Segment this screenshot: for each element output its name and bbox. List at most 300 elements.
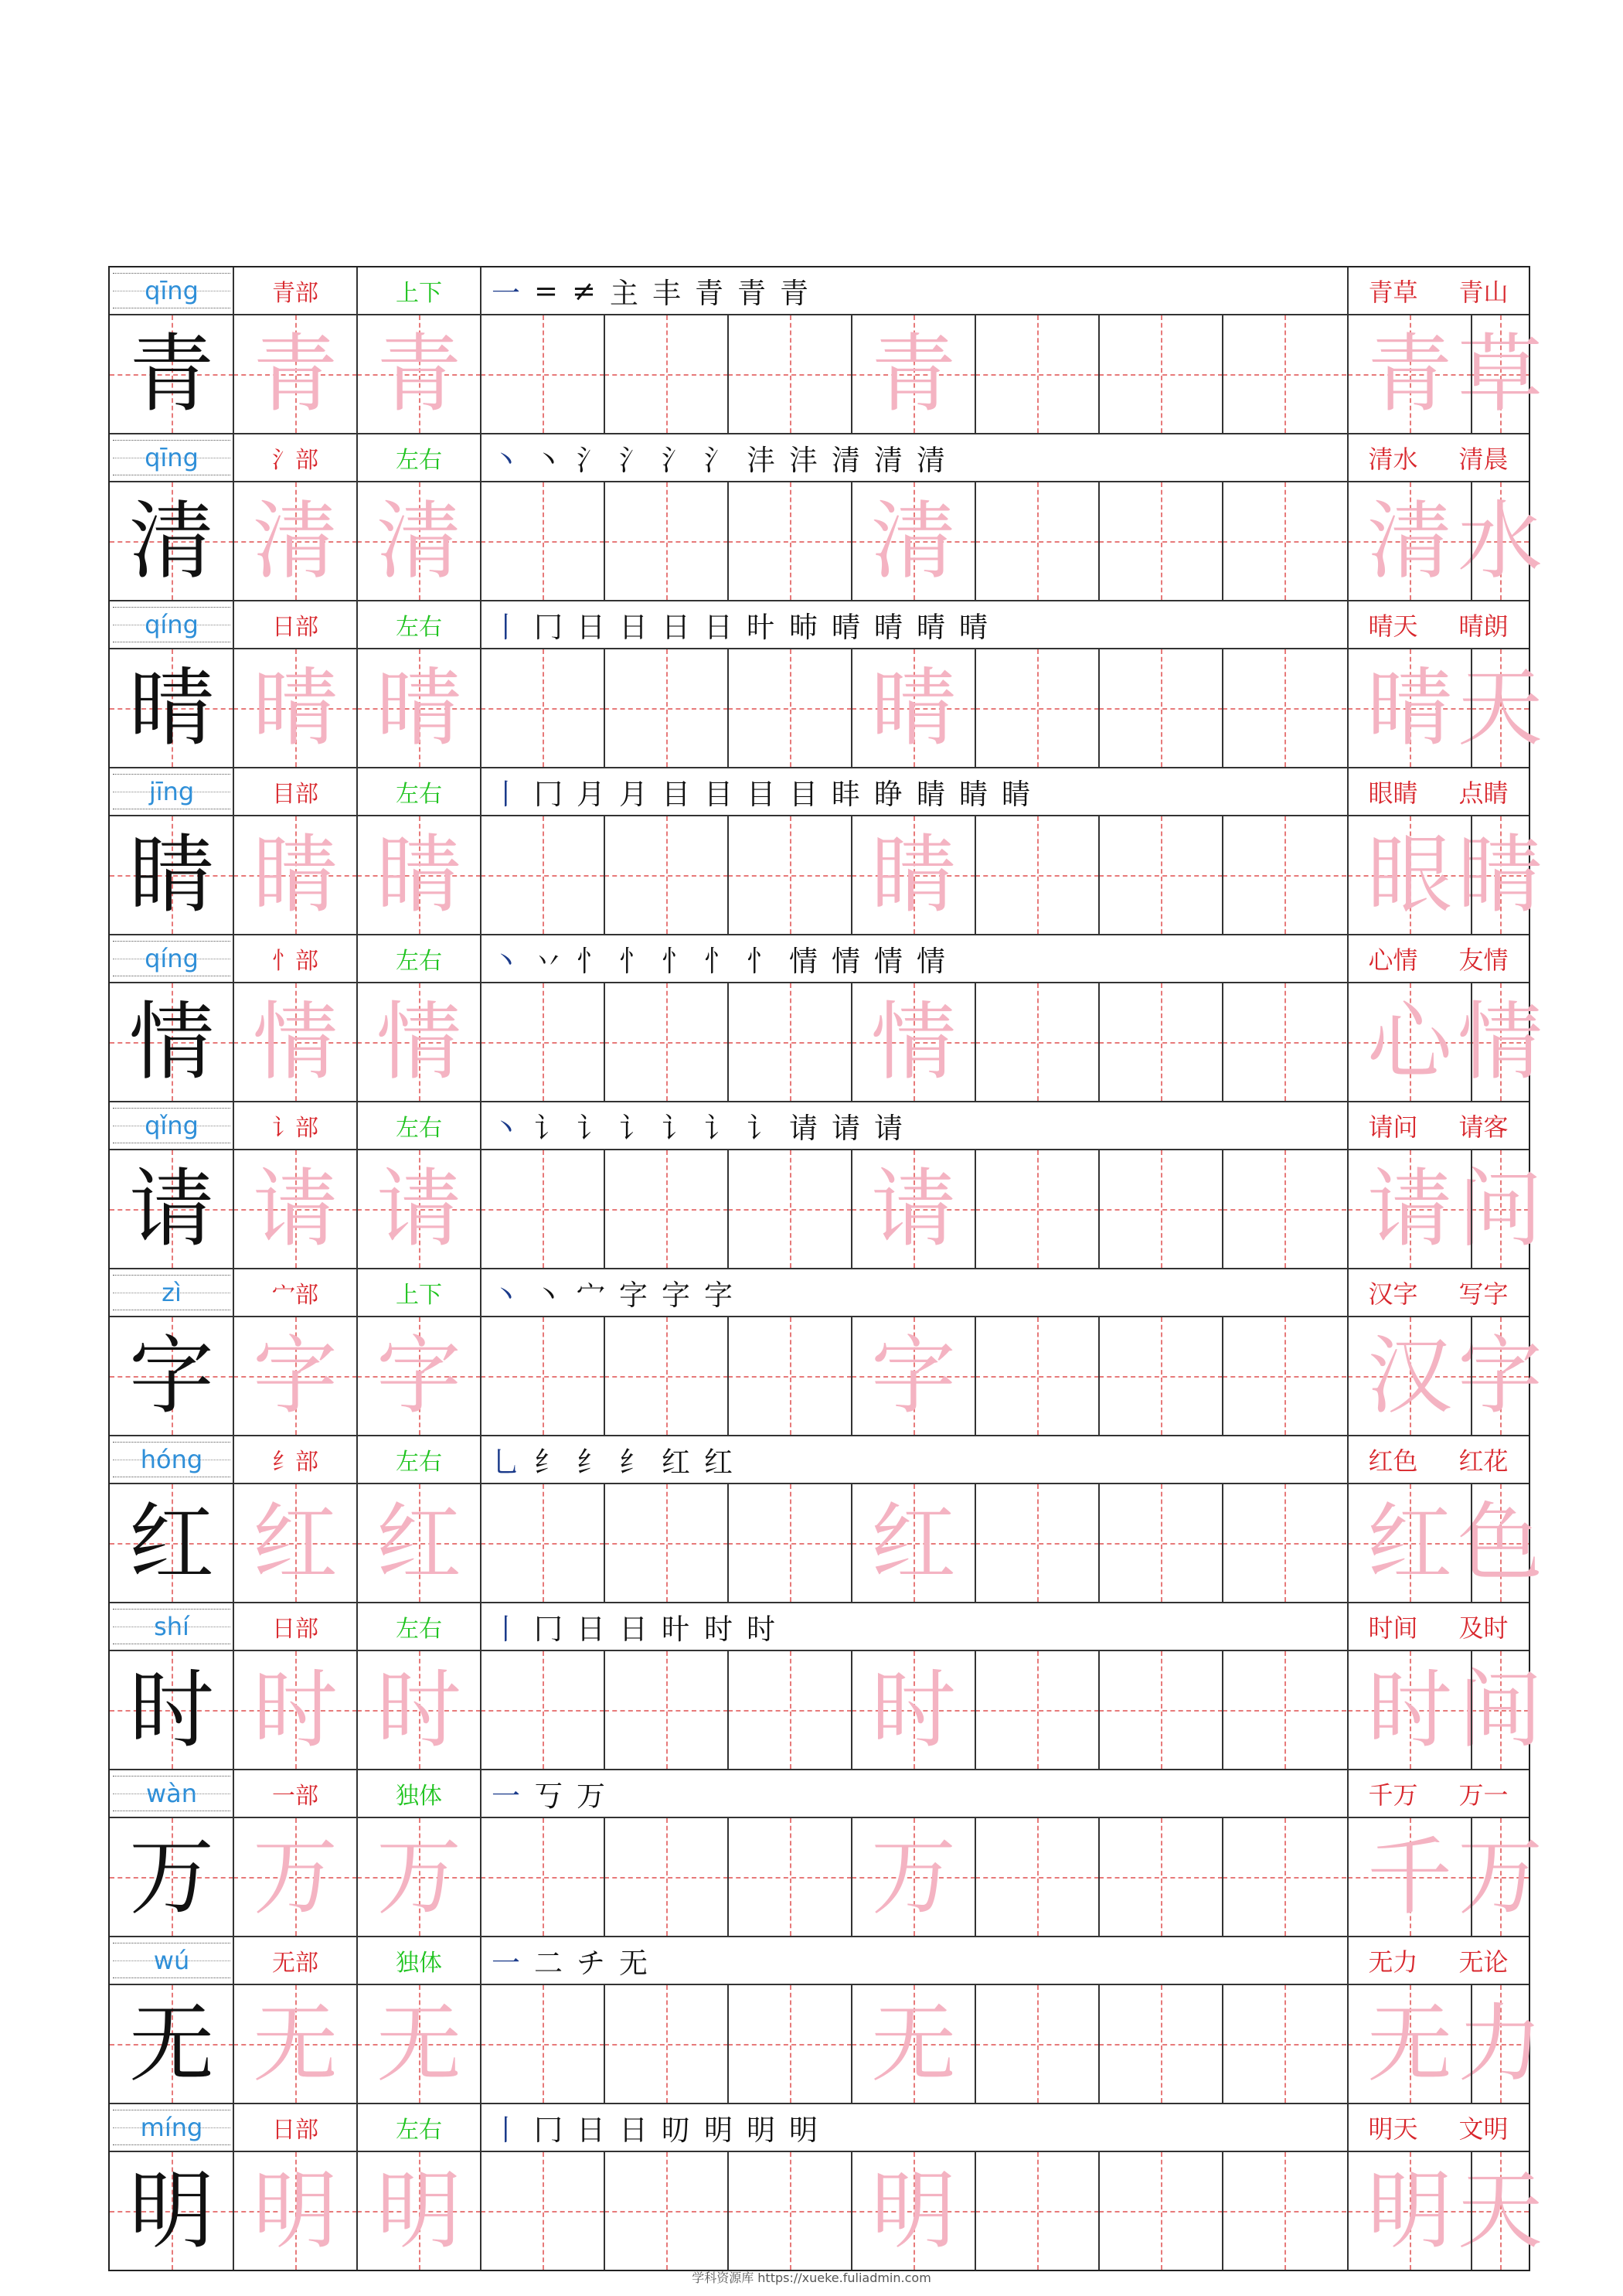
- column-divider: [1347, 1603, 1349, 1650]
- box-divider: [1098, 1150, 1100, 1268]
- writing-box[interactable]: [1223, 315, 1346, 433]
- model-character: 无: [129, 1995, 214, 2093]
- box-divider: [1347, 315, 1349, 433]
- stroke-step: 一: [492, 277, 520, 310]
- writing-box[interactable]: [1099, 1150, 1223, 1268]
- writing-box[interactable]: [604, 983, 728, 1101]
- writing-box[interactable]: [728, 1150, 852, 1268]
- writing-box[interactable]: [728, 1818, 852, 1936]
- dashed-guide-horizontal: [1223, 1209, 1346, 1211]
- trace-word-character: 明: [1367, 2161, 1452, 2260]
- radical-cell: 日部: [272, 2117, 318, 2144]
- column-divider: [1347, 935, 1349, 982]
- writing-box[interactable]: [975, 2152, 1099, 2270]
- dashed-guide-horizontal: [1223, 875, 1346, 877]
- trace-word-character: 千: [1367, 1828, 1452, 1926]
- example-word: 千万: [1368, 1780, 1418, 1810]
- box-divider: [233, 1651, 234, 1769]
- box-divider: [356, 1484, 358, 1602]
- writing-box[interactable]: [728, 1317, 852, 1435]
- stroke-step: 旪: [747, 611, 775, 644]
- writing-box[interactable]: [1099, 1317, 1223, 1435]
- trace-box: [357, 1985, 481, 2103]
- pinyin-cell: [110, 2104, 233, 2151]
- stroke-order-cell: [481, 1770, 1348, 1817]
- stroke-step: 时: [704, 1613, 733, 1646]
- dashed-guide-horizontal: [975, 708, 1099, 710]
- writing-box[interactable]: [1223, 1317, 1346, 1435]
- writing-box[interactable]: [1223, 649, 1346, 767]
- stroke-step: 晴: [874, 611, 903, 644]
- writing-box[interactable]: [481, 1484, 604, 1602]
- pinyin-text: wàn: [145, 1779, 198, 1808]
- writing-box[interactable]: [604, 2152, 728, 2270]
- box-divider: [727, 1484, 729, 1602]
- info-row: [110, 1269, 1529, 1317]
- radical-cell: 纟部: [272, 1449, 318, 1476]
- stroke-step: 讠: [662, 1112, 690, 1145]
- writing-box[interactable]: [728, 1484, 852, 1602]
- stroke-step: 青: [737, 277, 767, 310]
- writing-box[interactable]: [604, 1484, 728, 1602]
- stroke-order-cell: [481, 1102, 1348, 1149]
- box-divider: [975, 649, 976, 767]
- stroke-step: 月: [577, 778, 605, 811]
- stroke-step: 冂: [534, 778, 563, 811]
- dashed-guide-horizontal: [728, 1543, 852, 1545]
- example-words-cell: [1348, 1937, 1529, 1984]
- column-divider: [1347, 267, 1349, 314]
- stroke-order-cell: [481, 1436, 1348, 1483]
- box-divider: [233, 482, 234, 600]
- model-char-box: [110, 649, 233, 767]
- stroke-step: 忄: [662, 945, 690, 978]
- stroke-order-cell: [481, 1937, 1348, 1984]
- box-divider: [727, 482, 729, 600]
- writing-box[interactable]: [975, 816, 1099, 934]
- stroke-step: 冂: [534, 2114, 563, 2147]
- practice-row: [110, 482, 1543, 601]
- trace-box: [1348, 1985, 1472, 2103]
- writing-box[interactable]: [481, 482, 604, 600]
- trace-box: [1458, 1317, 1543, 1435]
- dashed-guide-horizontal: [604, 1376, 728, 1378]
- stroke-step: 丶: [492, 945, 520, 978]
- structure-cell: 左右: [396, 614, 442, 641]
- dashed-guide-horizontal: [481, 875, 604, 877]
- stroke-step: 讠: [704, 1112, 733, 1145]
- trace-box: [357, 1150, 481, 1268]
- info-row: [110, 2104, 1529, 2152]
- trace-word-character: 情: [1458, 993, 1543, 1092]
- structure-cell: 左右: [396, 1115, 442, 1142]
- trace-box: [357, 2152, 481, 2270]
- trace-box: [1348, 983, 1472, 1101]
- writing-box[interactable]: [604, 816, 728, 934]
- pinyin-cell: [110, 1603, 233, 1650]
- model-character: 青: [129, 325, 214, 424]
- dashed-guide-horizontal: [1223, 1877, 1346, 1879]
- dashed-guide-horizontal: [728, 1877, 852, 1879]
- box-divider: [604, 1985, 605, 2103]
- dashed-guide-horizontal: [1099, 2211, 1223, 2213]
- trace-box: [852, 649, 975, 767]
- box-divider: [727, 983, 729, 1101]
- writing-box[interactable]: [728, 315, 852, 433]
- writing-box[interactable]: [975, 649, 1099, 767]
- char-entry: [110, 935, 1543, 1102]
- dashed-guide-horizontal: [728, 374, 852, 376]
- trace-box: [357, 1317, 481, 1435]
- info-row: [110, 1436, 1529, 1484]
- trace-box: [233, 1985, 357, 2103]
- box-divider: [1347, 482, 1349, 600]
- stroke-step: 丰: [652, 277, 682, 310]
- dashed-guide-horizontal: [728, 1042, 852, 1044]
- writing-box[interactable]: [728, 482, 852, 600]
- trace-character: 情: [871, 993, 956, 1092]
- box-divider: [604, 649, 605, 767]
- pinyin-text: hóng: [140, 1445, 203, 1474]
- box-divider: [727, 1651, 729, 1769]
- example-words-cell: [1348, 1269, 1529, 1316]
- column-divider: [480, 1603, 481, 1650]
- char-entry: [110, 267, 1543, 434]
- stroke-step: 氵: [704, 444, 733, 477]
- box-divider: [1471, 1985, 1472, 2103]
- writing-box[interactable]: [728, 1651, 852, 1769]
- stroke-step: 情: [789, 945, 818, 978]
- box-divider: [975, 816, 976, 934]
- example-word: 红花: [1458, 1446, 1509, 1476]
- box-divider: [1347, 1484, 1349, 1602]
- box-divider: [1347, 1651, 1349, 1769]
- writing-box[interactable]: [1223, 2152, 1346, 2270]
- trace-character: 字: [871, 1327, 956, 1426]
- example-word: 时间: [1368, 1613, 1418, 1643]
- writing-box[interactable]: [481, 1651, 604, 1769]
- writing-box[interactable]: [728, 983, 852, 1101]
- box-divider: [1098, 983, 1100, 1101]
- writing-box[interactable]: [1099, 816, 1223, 934]
- box-divider: [727, 1985, 729, 2103]
- dashed-guide-horizontal: [604, 2044, 728, 2046]
- column-divider: [233, 1269, 234, 1316]
- trace-word-character: 红: [1367, 1494, 1452, 1593]
- box-divider: [851, 649, 852, 767]
- column-divider: [233, 2104, 234, 2151]
- box-divider: [1471, 482, 1472, 600]
- writing-box[interactable]: [1223, 1651, 1346, 1769]
- box-divider: [604, 315, 605, 433]
- box-divider: [480, 1985, 481, 2103]
- trace-word-character: 问: [1458, 1160, 1543, 1259]
- structure-cell: 上下: [396, 280, 442, 307]
- trace-word-character: 青: [1367, 325, 1452, 424]
- practice-row: [110, 983, 1543, 1102]
- model-char-box: [110, 1985, 233, 2103]
- writing-box[interactable]: [975, 1317, 1099, 1435]
- trace-word-character: 无: [1367, 1995, 1452, 2093]
- writing-box[interactable]: [1099, 482, 1223, 600]
- dashed-guide-horizontal: [481, 1877, 604, 1879]
- writing-box[interactable]: [1223, 1818, 1346, 1936]
- stroke-step: 目: [662, 778, 690, 811]
- writing-box[interactable]: [481, 315, 604, 433]
- trace-word-character: 清: [1367, 492, 1452, 591]
- radical-cell: 目部: [272, 781, 318, 808]
- trace-character: 晴: [253, 659, 338, 758]
- info-row: [110, 1102, 1529, 1150]
- box-divider: [1098, 482, 1100, 600]
- trace-box: [233, 1651, 357, 1769]
- box-divider: [1347, 2152, 1349, 2270]
- stroke-step: 明: [704, 2114, 733, 2147]
- writing-box[interactable]: [604, 1818, 728, 1936]
- writing-box[interactable]: [1223, 1484, 1346, 1602]
- writing-box[interactable]: [604, 1985, 728, 2103]
- dashed-guide-horizontal: [1099, 1209, 1223, 1211]
- trace-box: [1348, 1150, 1472, 1268]
- box-divider: [480, 649, 481, 767]
- stroke-step: 万: [577, 1780, 605, 1813]
- writing-box[interactable]: [481, 1818, 604, 1936]
- trace-word-character: 力: [1458, 1995, 1543, 2093]
- column-divider: [233, 267, 234, 314]
- trace-character: 时: [871, 1661, 956, 1759]
- box-divider: [975, 983, 976, 1101]
- dashed-guide-horizontal: [481, 1209, 604, 1211]
- box-divider: [233, 1150, 234, 1268]
- box-divider: [1347, 816, 1349, 934]
- trace-box: [1348, 1317, 1472, 1435]
- writing-box[interactable]: [1099, 1484, 1223, 1602]
- example-words-cell: [1348, 1436, 1529, 1483]
- char-entry: [110, 2104, 1543, 2270]
- practice-row: [110, 1484, 1543, 1603]
- writing-box[interactable]: [1099, 2152, 1223, 2270]
- example-word: 清晨: [1458, 445, 1509, 474]
- trace-box: [1458, 649, 1543, 767]
- writing-box[interactable]: [1223, 1150, 1346, 1268]
- dashed-guide-horizontal: [975, 2211, 1099, 2213]
- stroke-step: 旪: [662, 1613, 690, 1646]
- writing-box[interactable]: [481, 1150, 604, 1268]
- column-divider: [480, 2104, 481, 2151]
- writing-box[interactable]: [1099, 1651, 1223, 1769]
- box-divider: [1347, 1985, 1349, 2103]
- trace-box: [357, 983, 481, 1101]
- writing-box[interactable]: [1099, 983, 1223, 1101]
- trace-box: [357, 482, 481, 600]
- writing-box[interactable]: [975, 482, 1099, 600]
- radical-cell: 忄部: [272, 948, 318, 975]
- writing-box[interactable]: [481, 649, 604, 767]
- writing-box[interactable]: [728, 1985, 852, 2103]
- writing-box[interactable]: [1223, 482, 1346, 600]
- pinyin-cell: [110, 434, 233, 481]
- stroke-step: 宀: [577, 1279, 605, 1312]
- box-divider: [1347, 1150, 1349, 1268]
- box-divider: [356, 649, 358, 767]
- model-char-box: [110, 1150, 233, 1268]
- dashed-guide-horizontal: [604, 1042, 728, 1044]
- example-word: 及时: [1458, 1613, 1509, 1643]
- trace-box: [852, 1818, 975, 1936]
- stroke-step: 丶: [492, 1279, 520, 1312]
- writing-box[interactable]: [481, 1317, 604, 1435]
- box-divider: [1222, 1484, 1223, 1602]
- writing-box[interactable]: [481, 1985, 604, 2103]
- box-divider: [851, 816, 852, 934]
- writing-box[interactable]: [604, 1651, 728, 1769]
- writing-box[interactable]: [481, 816, 604, 934]
- box-divider: [727, 1150, 729, 1268]
- trace-character: 睛: [253, 826, 338, 925]
- model-character: 万: [129, 1828, 214, 1926]
- box-divider: [356, 1150, 358, 1268]
- writing-box[interactable]: [975, 983, 1099, 1101]
- stroke-step: 丨: [492, 778, 520, 811]
- writing-box[interactable]: [604, 315, 728, 433]
- box-divider: [1222, 1651, 1223, 1769]
- box-divider: [1098, 1317, 1100, 1435]
- writing-box[interactable]: [975, 315, 1099, 433]
- pinyin-text: qǐng: [145, 1111, 199, 1140]
- char-entry: [110, 1603, 1543, 1770]
- stroke-step: 无: [619, 1947, 648, 1980]
- dashed-guide-horizontal: [604, 374, 728, 376]
- box-divider: [1471, 983, 1472, 1101]
- box-divider: [1098, 1985, 1100, 2103]
- column-divider: [233, 1102, 234, 1149]
- structure-cell: 独体: [396, 1783, 442, 1810]
- radical-cell: 讠部: [272, 1115, 318, 1142]
- writing-box[interactable]: [1099, 1818, 1223, 1936]
- stroke-step: 丂: [534, 1780, 563, 1813]
- trace-character: 红: [376, 1494, 461, 1593]
- trace-word-character: 天: [1458, 659, 1543, 758]
- dashed-guide-horizontal: [481, 1042, 604, 1044]
- trace-box: [233, 2152, 357, 2270]
- trace-box: [852, 482, 975, 600]
- trace-character: 晴: [871, 659, 956, 758]
- stroke-step: 清: [832, 444, 860, 477]
- writing-box[interactable]: [728, 649, 852, 767]
- structure-cell: 左右: [396, 1449, 442, 1476]
- box-divider: [356, 315, 358, 433]
- writing-box[interactable]: [604, 1317, 728, 1435]
- stroke-step: 目: [789, 778, 818, 811]
- stroke-step: 丶: [534, 444, 563, 477]
- writing-box[interactable]: [975, 1150, 1099, 1268]
- structure-cell: 左右: [396, 447, 442, 474]
- trace-box: [233, 1317, 357, 1435]
- writing-box[interactable]: [975, 1484, 1099, 1602]
- example-words-cell: [1348, 601, 1529, 648]
- trace-box: [1348, 482, 1472, 600]
- box-divider: [233, 1484, 234, 1602]
- dashed-guide-horizontal: [975, 2044, 1099, 2046]
- writing-box[interactable]: [604, 482, 728, 600]
- writing-box[interactable]: [728, 816, 852, 934]
- column-divider: [1347, 1436, 1349, 1483]
- column-divider: [356, 434, 358, 481]
- writing-box[interactable]: [604, 1150, 728, 1268]
- stroke-order-cell: [481, 267, 1348, 314]
- column-divider: [356, 601, 358, 648]
- dashed-guide-horizontal: [481, 708, 604, 710]
- stroke-step: 情: [874, 945, 903, 978]
- writing-box[interactable]: [1223, 816, 1346, 934]
- column-divider: [356, 2104, 358, 2151]
- trace-box: [1458, 315, 1543, 433]
- writing-box[interactable]: [1223, 983, 1346, 1101]
- box-divider: [1098, 315, 1100, 433]
- dashed-guide-horizontal: [1099, 1376, 1223, 1378]
- writing-box[interactable]: [1099, 1985, 1223, 2103]
- box-divider: [356, 482, 358, 600]
- stroke-step: 日: [662, 611, 690, 644]
- box-divider: [851, 1651, 852, 1769]
- writing-box[interactable]: [975, 1985, 1099, 2103]
- stroke-step: 日: [577, 2114, 605, 2147]
- writing-box[interactable]: [1099, 649, 1223, 767]
- dashed-guide-horizontal: [604, 1543, 728, 1545]
- writing-box[interactable]: [481, 2152, 604, 2270]
- stroke-order-cell: [481, 1269, 1348, 1316]
- box-divider: [975, 482, 976, 600]
- box-divider: [356, 816, 358, 934]
- stroke-step: 日: [619, 2114, 648, 2147]
- stroke-step: 请: [874, 1112, 903, 1145]
- box-divider: [727, 649, 729, 767]
- stroke-step: 请: [789, 1112, 818, 1145]
- model-character: 时: [129, 1661, 214, 1759]
- stroke-step: 忄: [704, 945, 733, 978]
- pinyin-text: qīng: [145, 443, 199, 472]
- trace-box: [233, 816, 357, 934]
- writing-box[interactable]: [481, 983, 604, 1101]
- column-divider: [480, 1269, 481, 1316]
- writing-box[interactable]: [1223, 1985, 1346, 2103]
- stroke-step: 氵: [662, 444, 690, 477]
- column-divider: [233, 434, 234, 481]
- stroke-step: =: [534, 274, 559, 308]
- trace-character: 请: [871, 1160, 956, 1259]
- trace-box: [1458, 1484, 1543, 1602]
- trace-character: 情: [253, 993, 338, 1092]
- dashed-guide-horizontal: [1099, 1543, 1223, 1545]
- writing-box[interactable]: [975, 1818, 1099, 1936]
- writing-box[interactable]: [975, 1651, 1099, 1769]
- box-divider: [975, 1818, 976, 1936]
- trace-character: 清: [871, 492, 956, 591]
- trace-word-character: 万: [1458, 1828, 1543, 1926]
- stroke-step: 日: [704, 611, 733, 644]
- writing-box[interactable]: [728, 2152, 852, 2270]
- trace-word-character: 天: [1458, 2161, 1543, 2260]
- stroke-step: 纟: [577, 1446, 605, 1479]
- stroke-step: 丶: [492, 1112, 520, 1145]
- pinyin-cell: [110, 935, 233, 982]
- trace-box: [852, 1317, 975, 1435]
- writing-box[interactable]: [604, 649, 728, 767]
- info-row: [110, 1937, 1529, 1985]
- trace-character: 字: [376, 1327, 461, 1426]
- trace-character: 青: [376, 325, 461, 424]
- writing-box[interactable]: [1099, 315, 1223, 433]
